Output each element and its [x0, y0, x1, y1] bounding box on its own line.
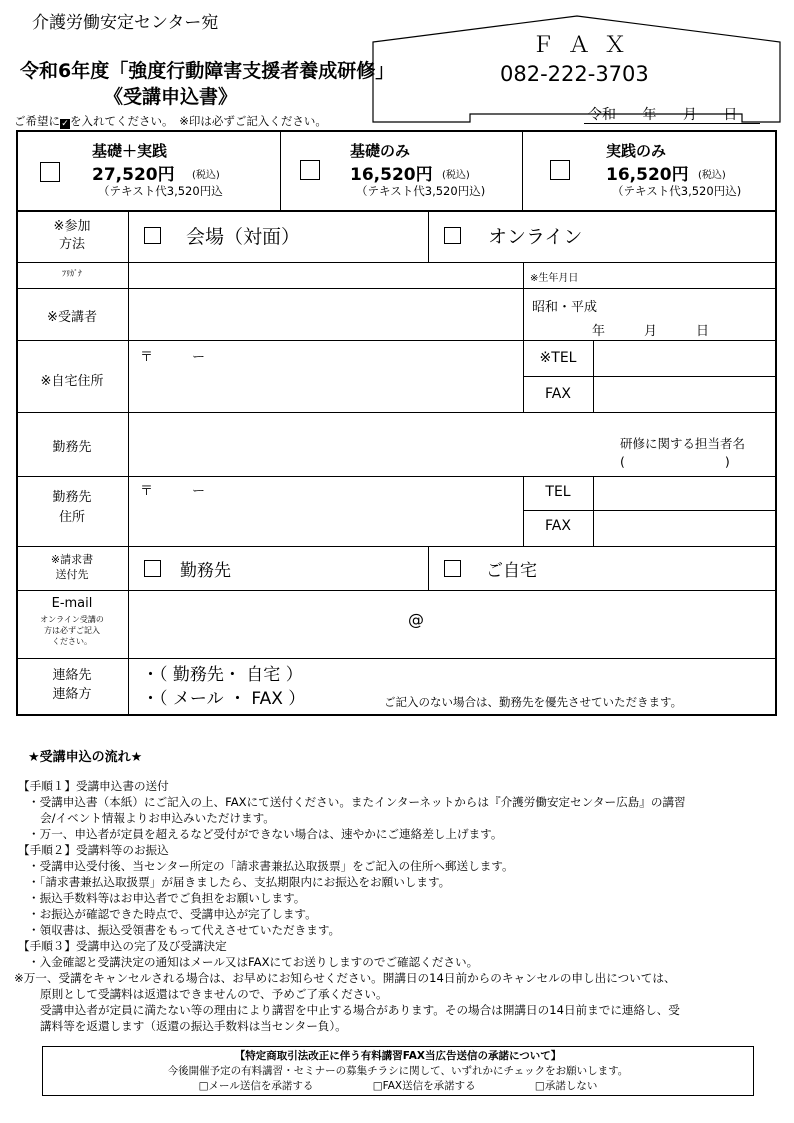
- invoice-home-option: ご自宅: [486, 561, 537, 581]
- birthdate-ymd[interactable]: 年 月 日: [592, 324, 710, 339]
- invoice-label: ※請求書 送付先: [50, 553, 94, 581]
- work-fax-input[interactable]: [594, 511, 774, 545]
- home-fax-label: FAX: [545, 386, 571, 402]
- flow-item: ・受講申込書（本紙）にご記入の上、FAXにて送付ください。またインターネットからは『介護労働安定センター広島』の講習: [28, 795, 686, 809]
- flow-item: ・領収書は、振込受領書をもって代えさせていただきます。: [28, 923, 341, 937]
- flow-heading: ★受講申込の流れ★: [28, 750, 143, 765]
- checkmark-icon: ✓: [61, 119, 69, 129]
- course-name: 実践のみ: [606, 142, 667, 160]
- flow-item: ・受講申込受付後、当センター所定の「請求書兼払込取扱票」をご記入の住所へ郵送します。: [28, 859, 514, 873]
- course-text-fee: （テキスト代3,520円込): [612, 184, 742, 198]
- instruction-note: ご希望に✓を入れてください。 ※印は必ずご記入ください。: [14, 114, 327, 129]
- email-input[interactable]: [130, 592, 774, 656]
- flow-item: ・お振込が確認できた時点で、受講申込が完了します。: [28, 907, 317, 921]
- attendee-name-input[interactable]: [130, 290, 522, 340]
- course-text-fee: （テキスト代3,520円込: [98, 184, 223, 198]
- course-tax: (税込): [192, 170, 220, 181]
- course-price: 27,520円: [92, 165, 175, 185]
- home-address-label: ※自宅住所: [40, 374, 104, 389]
- form-subtitle: 《受講申込書》: [104, 86, 238, 108]
- flow-item: ・「請求書兼払込取扱票」が届きましたら、支払期限内にお振込をお願いします。: [28, 875, 451, 889]
- invoice-workplace-option: 勤務先: [180, 561, 231, 581]
- flow-notice: 原則として受講料は返還はできませんので、予めご了承ください。: [40, 987, 388, 1001]
- invoice-workplace-checkbox[interactable]: [144, 560, 161, 577]
- work-postal-code[interactable]: 〒 ー: [140, 484, 206, 499]
- application-flow: [14, 750, 686, 1034]
- fax-number: 082-222-3703: [500, 62, 649, 86]
- consent-title: 【特定商取引法改正に伴う有料講習FAX当広告送信の承諾について】: [234, 1050, 562, 1062]
- contact-note: ご記入のない場合は、勤務先を優先させていただきます。: [384, 695, 683, 709]
- course-practical-checkbox[interactable]: [550, 160, 570, 180]
- date-field[interactable]: 令和 年 月 日: [588, 107, 738, 123]
- work-tel-label: TEL: [545, 484, 571, 500]
- flow-step: 【手順２】受講料等のお振込: [18, 843, 169, 857]
- course-tax: (税込): [698, 170, 726, 181]
- contact-method-label: 連絡先 連絡方: [52, 668, 92, 702]
- course-basic-practical-checkbox[interactable]: [40, 162, 60, 182]
- consent-text: 今後開催予定の有料講習・セミナーの募集チラシに関して、いずれかにチェックをお願いします。: [167, 1065, 629, 1077]
- course-name: 基礎＋実践: [92, 142, 168, 160]
- course-price: 16,520円: [606, 165, 689, 185]
- option-venue: 会場（対面）: [186, 226, 301, 248]
- workplace-input[interactable]: [130, 414, 610, 476]
- course-tax: (税込): [442, 170, 470, 181]
- email-label: E-mail: [51, 596, 93, 611]
- home-fax-input[interactable]: [594, 377, 774, 411]
- email-note: オンライン受講の 方は必ずご記入 ください。: [40, 615, 104, 646]
- contact-option-method[interactable]: ・（ メール ・ FAX ）: [142, 689, 306, 709]
- consent-fax-option[interactable]: □FAX送信を承諾する: [372, 1080, 476, 1092]
- fax-label: ＦＡＸ: [532, 33, 641, 58]
- flow-item: ・振込手数料等はお申込者でご負担をお願いします。: [28, 891, 306, 905]
- flow-notice: 講料等を返還します（返還の振込手数料は当センター負）。: [40, 1019, 347, 1033]
- invoice-home-checkbox[interactable]: [444, 560, 461, 577]
- online-checkbox[interactable]: [444, 227, 461, 244]
- contact-person-input[interactable]: ( ): [620, 454, 730, 469]
- participation-label: ※参加 方法: [53, 219, 91, 252]
- work-address-label: 勤務先 住所: [52, 490, 92, 525]
- fax-consent-box: [42, 1046, 754, 1096]
- furigana-label: ﾌﾘｶﾞﾅ: [62, 269, 82, 278]
- birthdate-label: ※生年月日: [530, 273, 579, 284]
- venue-checkbox[interactable]: [144, 227, 161, 244]
- course-name: 基礎のみ: [350, 142, 411, 160]
- consent-options: [43, 1079, 753, 1094]
- furigana-input[interactable]: [130, 264, 522, 288]
- home-tel-label: ※TEL: [539, 350, 577, 366]
- flow-notice: 受講申込者が定員に満たない等の理由により講習を中止する場合があります。その場合は開講日の14日前までに連絡し、受: [40, 1003, 680, 1017]
- workplace-label: 勤務先: [52, 440, 92, 455]
- flow-item: ・万一、申込者が定員を超えるなど受付ができない場合は、速やかにご連絡差し上げます。: [28, 827, 503, 841]
- flow-notice: ※万一、受講をキャンセルされる場合は、お早めにお知らせください。開講日の14日前からのキャンセルの申し出については、: [14, 971, 676, 985]
- attendee-label: ※受講者: [47, 310, 97, 325]
- work-tel-input[interactable]: [594, 477, 774, 509]
- home-tel-input[interactable]: [594, 341, 774, 375]
- home-postal-code[interactable]: 〒 ー: [140, 350, 206, 365]
- option-online: オンライン: [488, 226, 583, 248]
- work-fax-label: FAX: [545, 518, 571, 534]
- course-text-fee: （テキスト代3,520円込): [356, 184, 486, 198]
- email-at-sign: @: [408, 610, 424, 629]
- date-underline: [584, 123, 760, 124]
- form-title: 令和6年度「強度行動障害支援者養成研修」: [20, 60, 395, 82]
- consent-email-option[interactable]: □メール送信を承諾する: [198, 1080, 314, 1092]
- course-basic-checkbox[interactable]: [300, 160, 320, 180]
- flow-item: ・入金確認と受講決定の通知はメール又はFAXにてお送りしますのでご確認ください。: [28, 955, 479, 969]
- course-price: 16,520円: [350, 165, 433, 185]
- era-select[interactable]: 昭和・平成: [532, 300, 598, 315]
- consent-decline-option[interactable]: □承諾しない: [534, 1080, 598, 1092]
- addressee: 介護労働安定センター宛: [32, 13, 219, 33]
- application-form: [16, 130, 777, 716]
- contact-option-place[interactable]: ・（ 勤務先・ 自宅 ）: [142, 665, 303, 685]
- flow-step: 【手順３】受講申込の完了及び受講決定: [18, 939, 227, 953]
- flow-step: 【手順１】受講申込書の送付: [18, 779, 169, 793]
- flow-item: 会/イベント情報よりお申込みいただけます。: [40, 811, 275, 825]
- contact-person-label: 研修に関する担当者名: [620, 436, 746, 451]
